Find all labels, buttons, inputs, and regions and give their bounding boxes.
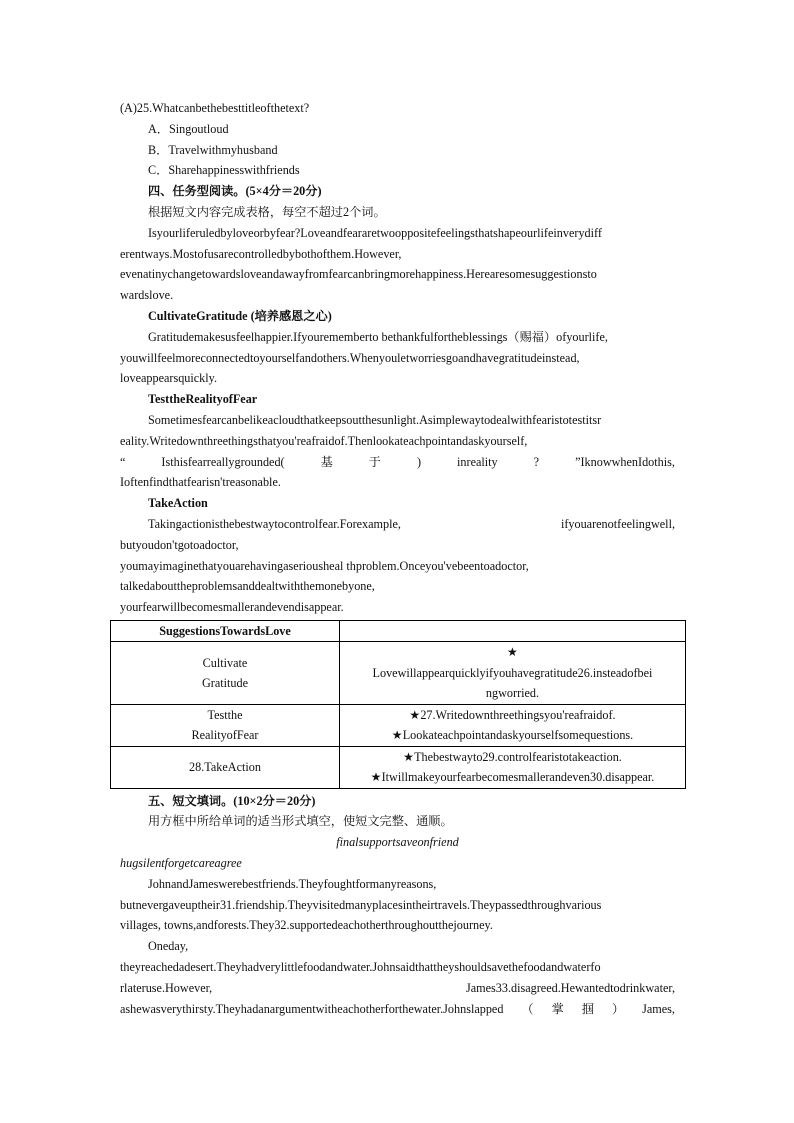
- table-row: [111, 642, 686, 704]
- passage-intro-line: Isyourliferuledbyloveorbyfear?Loveandfeararetwooppositefeelingsthatshapeourlifeinverydiff: [148, 225, 602, 240]
- question-25: (A)25.Whatcanbethebesttitleofthetext?: [120, 101, 310, 115]
- paragraph-line: loveappearsquickly.: [120, 371, 218, 386]
- option-b: B．Travelwithmyhusband: [148, 142, 278, 157]
- heading-cultivate-gratitude: CultivateGratitude (培养感恩之心): [148, 308, 332, 323]
- table-header-empty-cell: [340, 620, 686, 641]
- paragraph-line: JohnandJameswerebestfriends.Theyfoughtformanyreasons,: [148, 876, 437, 891]
- text-fragment: inreality: [457, 454, 498, 469]
- heading-test-reality: TesttheRealityofFear: [148, 392, 258, 407]
- text-fragment: ）: [611, 1001, 625, 1016]
- star-icon: ★: [507, 645, 518, 660]
- text-fragment: ashewasverythirsty.Theyhadanargumentwitheachotherforthewater.Johnslapped: [120, 1001, 504, 1016]
- text-fragment: Takingactionisthebestwaytocontrolfear.Forexample,: [148, 516, 401, 531]
- passage-intro-line: wardslove.: [120, 288, 174, 303]
- suggestions-table: [110, 620, 686, 789]
- text-fragment: 于: [368, 454, 381, 469]
- section-4-title: 四、任务型阅读。(5×4分＝20分): [148, 184, 322, 199]
- paragraph-line: Oneday,: [148, 939, 189, 954]
- text-fragment: ): [416, 454, 422, 469]
- table-cell-left: [111, 642, 340, 704]
- paragraph-line: talkedabouttheproblemsanddealtwiththemonebyone,: [120, 579, 375, 594]
- paragraph-line: eality.Writedownthreethingsthatyou'reafraidof.Thenlookateachpointandaskyourself,: [120, 433, 528, 448]
- cell-line: ★Thebestwayto29.controlfearistotakeaction.: [403, 749, 622, 764]
- cell-line: 28.TakeAction: [189, 759, 261, 774]
- text-fragment: ?: [533, 454, 540, 469]
- text-fragment: （: [521, 1001, 534, 1016]
- heading-take-action: TakeAction: [148, 496, 208, 511]
- text-fragment: ifyouarenotfeelingwell,: [560, 516, 675, 531]
- table-cell-right: [340, 704, 686, 746]
- cell-line: ★27.Writedownthreethingsyou'reafraidof.: [409, 707, 616, 722]
- text-fragment: James33.disagreed.Hewantedtodrinkwater,: [466, 980, 675, 995]
- section-5-instruction: 用方框中所给单词的适当形式填空，使短文完整、通顺。: [148, 814, 453, 829]
- table-row: [111, 704, 686, 746]
- table-cell-right: [340, 642, 686, 704]
- cell-line: Gratitude: [201, 675, 249, 690]
- text-fragment: 掌: [551, 1001, 564, 1016]
- paragraph-line: Gratitudemakesusfeelhappier.Ifyourememberto bethankfulfortheblessings（赐福）ofyourlife,: [148, 329, 608, 344]
- cell-line: ★Lookateachpointandaskyourselfsomequestions.: [391, 728, 634, 743]
- table-row: [111, 746, 686, 788]
- cell-line: ngworried.: [485, 686, 540, 701]
- cell-line: Cultivate: [202, 655, 248, 670]
- text-fragment: ”IknowwhenIdothis,: [575, 454, 675, 469]
- paragraph-justified-line: [120, 999, 675, 1020]
- text-fragment: “: [120, 454, 126, 469]
- cell-line: RealityofFear: [191, 728, 259, 743]
- paragraph-line: villages, towns,andforests.They32.supportedeachotherthroughoutthejourney.: [120, 918, 493, 933]
- paragraph-line: Ioftenfindthatfearisn'treasonable.: [120, 475, 281, 490]
- section-4-instruction: 根据短文内容完成表格，每空不超过2个词。: [148, 204, 386, 219]
- paragraph-line: yourfearwillbecomesmallerandevendisappear.: [120, 600, 344, 615]
- cell-line: Testthe: [207, 707, 243, 722]
- option-a: A．Singoutloud: [148, 121, 229, 136]
- cell-line: ★Itwillmakeyourfearbecomesmallerandeven30.disappear.: [370, 770, 655, 785]
- document-page: [120, 98, 675, 1019]
- paragraph-justified-line: [120, 452, 675, 473]
- paragraph-line: youmayimaginethatyouarehavingaseriousheal thproblem.Onceyou'vebeentoadoctor,: [120, 558, 529, 573]
- text-fragment: rlateruse.However,: [120, 980, 213, 995]
- word-box-line: hugsilentforgetcareagree: [120, 855, 242, 870]
- table-cell-left: [111, 704, 340, 746]
- text-fragment: James,: [642, 1001, 675, 1016]
- text-fragment: 掴: [581, 1001, 594, 1016]
- text-fragment: 基: [320, 454, 333, 469]
- paragraph-line: theyreachedadesert.Theyhadverylittlefoodandwater.Johnsaidthattheyshouldsavethefoodandwaterfo: [120, 959, 601, 974]
- passage-intro-line: erentways.Mostofusarecontrolledbybothofthem.However,: [120, 246, 402, 261]
- paragraph-justified-line: [120, 978, 675, 999]
- paragraph-line: Sometimesfearcanbelikeacloudthatkeepsoutthesunlight.Asimplewaytodealwithfearistotestitsr: [148, 412, 602, 427]
- text-fragment: Isthisfearreallygrounded(: [161, 454, 285, 469]
- section-5-title: 五、短文填词。(10×2分＝20分): [148, 793, 316, 808]
- table-cell-right: [340, 746, 686, 788]
- passage-intro-line: evenatinychangetowardsloveandawayfromfearcanbringmorehappiness.Herearesomesuggestionsto: [120, 267, 597, 282]
- table-header-cell: SuggestionsTowardsLove: [111, 620, 340, 641]
- paragraph-line: youwillfeelmoreconnectedtoyourselfandothers.Whenyouletworriesgoandhavegratitudeinstead,: [120, 350, 580, 365]
- paragraph-line: butyoudon'tgotoadoctor,: [120, 537, 239, 552]
- paragraph-justified-line: [120, 514, 675, 535]
- paragraph-line: butnevergaveuptheir31.friendship.Theyvisitedmanyplacesintheirtravels.Theypassedthroughvarious: [120, 897, 602, 912]
- option-c: C．Sharehappinesswithfriends: [148, 163, 300, 178]
- table-cell-left: [111, 746, 340, 788]
- cell-line: Lovewillappearquicklyifyouhavegratitude26.insteadofbei: [372, 665, 653, 680]
- word-box-line: finalsupportsaveonfriend: [336, 835, 459, 850]
